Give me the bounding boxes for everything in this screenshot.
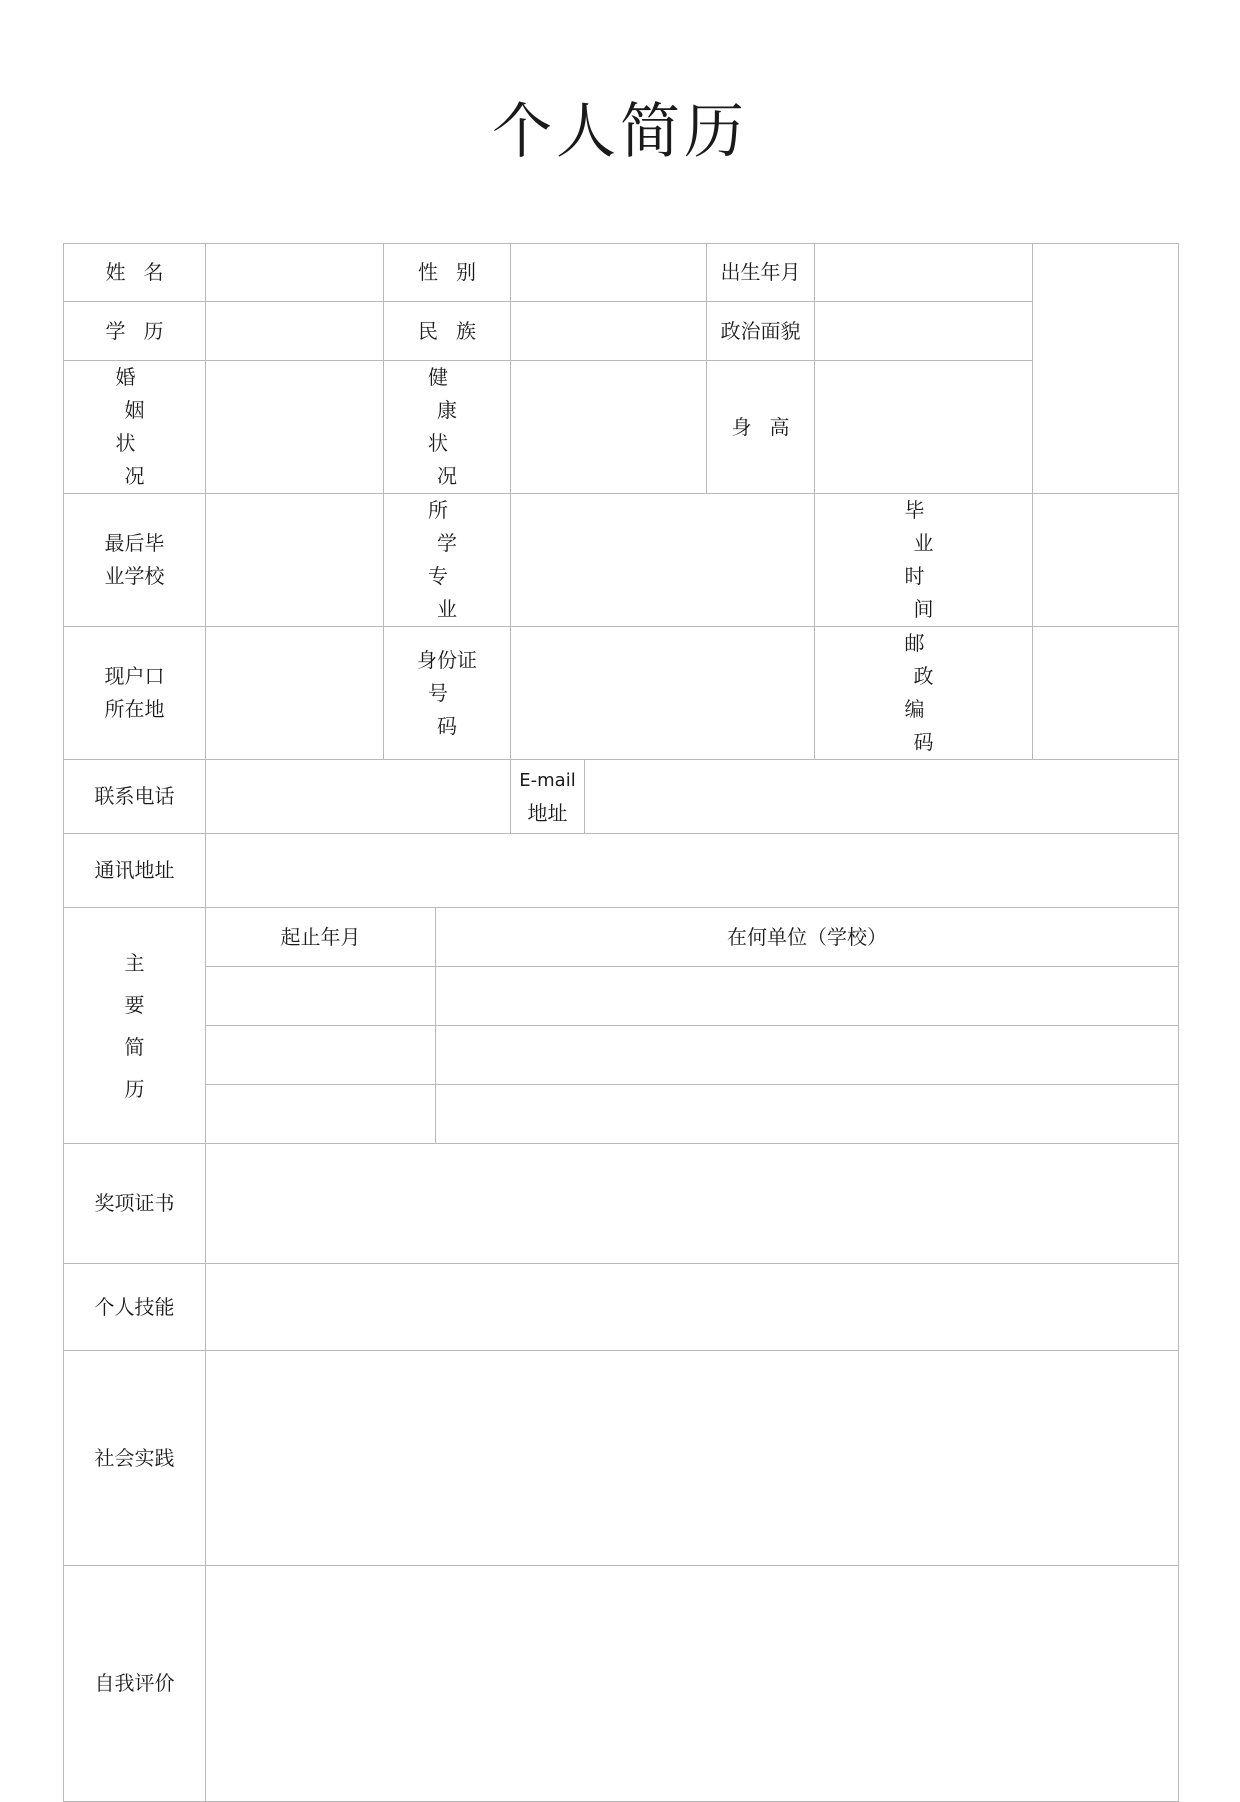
school-label-line2: 业学校 [104,564,165,588]
ethnicity-label-cell [384,302,511,361]
skills-label-cell [64,1264,206,1351]
phone-label-cell [64,760,206,834]
marital-label-cell [64,361,206,494]
awards-label: 奖项证书 [94,1191,175,1215]
political-field[interactable] [815,302,1033,361]
history-section-label: 主要简历 [124,950,145,1101]
major-label-cell [384,494,511,627]
id-label-line2: 号码 [428,680,475,738]
resume-table [63,243,1179,1802]
grad-time-label-line1: 毕业 [904,498,952,555]
grad-time-label-line2: 时间 [904,564,952,621]
hukou-field[interactable] [206,627,384,760]
history-period-field[interactable] [206,1085,436,1144]
grad-time-label-cell [815,494,1033,627]
height-label-cell [707,361,815,494]
postcode-label-line1: 邮政 [904,631,952,688]
practice-label: 社会实践 [94,1445,175,1470]
major-label-line2: 专业 [428,564,475,621]
history-period-field[interactable] [206,1026,436,1085]
gender-label-cell [384,244,511,302]
marital-label-line1: 婚姻 [115,365,163,422]
gender-label: 性别 [418,260,494,284]
self-eval-field[interactable] [206,1566,1179,1802]
postcode-field[interactable] [1033,627,1179,760]
hukou-label-line1: 现户口 [104,664,165,688]
ethnicity-field[interactable] [511,302,707,361]
health-field[interactable] [511,361,707,494]
gender-field[interactable] [511,244,707,302]
education-label: 学历 [105,318,182,343]
email-label-line2: 地址 [527,801,568,825]
health-label-line1: 健康 [428,365,475,422]
address-label-cell [64,834,206,908]
health-label-cell [384,361,511,494]
school-label-cell [64,494,206,627]
education-label-cell [64,302,206,361]
history-period-field[interactable] [206,967,436,1026]
hukou-label-cell [64,627,206,760]
name-label: 姓名 [105,260,182,284]
history-col-unit-label: 在何单位（学校） [727,924,887,949]
history-unit-field[interactable] [436,1085,1179,1144]
email-label-line1: E-mail [519,770,576,791]
marital-label-line2: 状况 [115,431,163,488]
political-label-cell [707,302,815,361]
postcode-label-cell [815,627,1033,760]
hukou-label-line2: 所在地 [104,697,165,721]
practice-field[interactable] [206,1351,1179,1566]
education-field[interactable] [206,302,384,361]
name-label-cell [64,244,206,302]
address-field[interactable] [206,834,1179,908]
ethnicity-label: 民族 [418,318,494,343]
id-label-line1: 身份证 [417,647,477,672]
page-title: 个人简历 [492,97,748,167]
id-label-cell [384,627,511,760]
self-eval-label: 自我评价 [94,1671,175,1695]
history-unit-field[interactable] [436,967,1179,1026]
address-label: 通讯地址 [94,858,175,882]
photo-cell[interactable] [1033,244,1179,494]
history-col-period [206,908,436,967]
height-label: 身高 [731,414,808,439]
birth-label: 出生年月 [720,260,801,284]
birth-field[interactable] [815,244,1033,302]
history-unit-field[interactable] [436,1026,1179,1085]
awards-field[interactable] [206,1144,1179,1264]
awards-label-cell [64,1144,206,1264]
self-eval-label-cell [64,1566,206,1802]
school-label-line1: 最后毕 [104,531,165,555]
history-col-unit [436,908,1179,967]
skills-field[interactable] [206,1264,1179,1351]
skills-label: 个人技能 [94,1294,175,1319]
history-col-period-label: 起止年月 [280,924,361,949]
grad-time-field[interactable] [1033,494,1179,627]
major-field[interactable] [511,494,815,627]
name-field[interactable] [206,244,384,302]
height-field[interactable] [815,361,1033,494]
birth-label-cell [707,244,815,302]
email-field[interactable] [585,760,1179,834]
school-field[interactable] [206,494,384,627]
health-label-line2: 状况 [428,431,475,488]
political-label: 政治面貌 [720,318,801,343]
history-label-cell [64,908,206,1144]
phone-label: 联系电话 [94,784,175,808]
practice-label-cell [64,1351,206,1566]
postcode-label-line2: 编码 [904,697,952,754]
marital-field[interactable] [206,361,384,494]
phone-field[interactable] [206,760,511,834]
major-label-line1: 所学 [428,498,475,555]
email-label-cell [511,760,585,834]
id-field[interactable] [511,627,815,760]
